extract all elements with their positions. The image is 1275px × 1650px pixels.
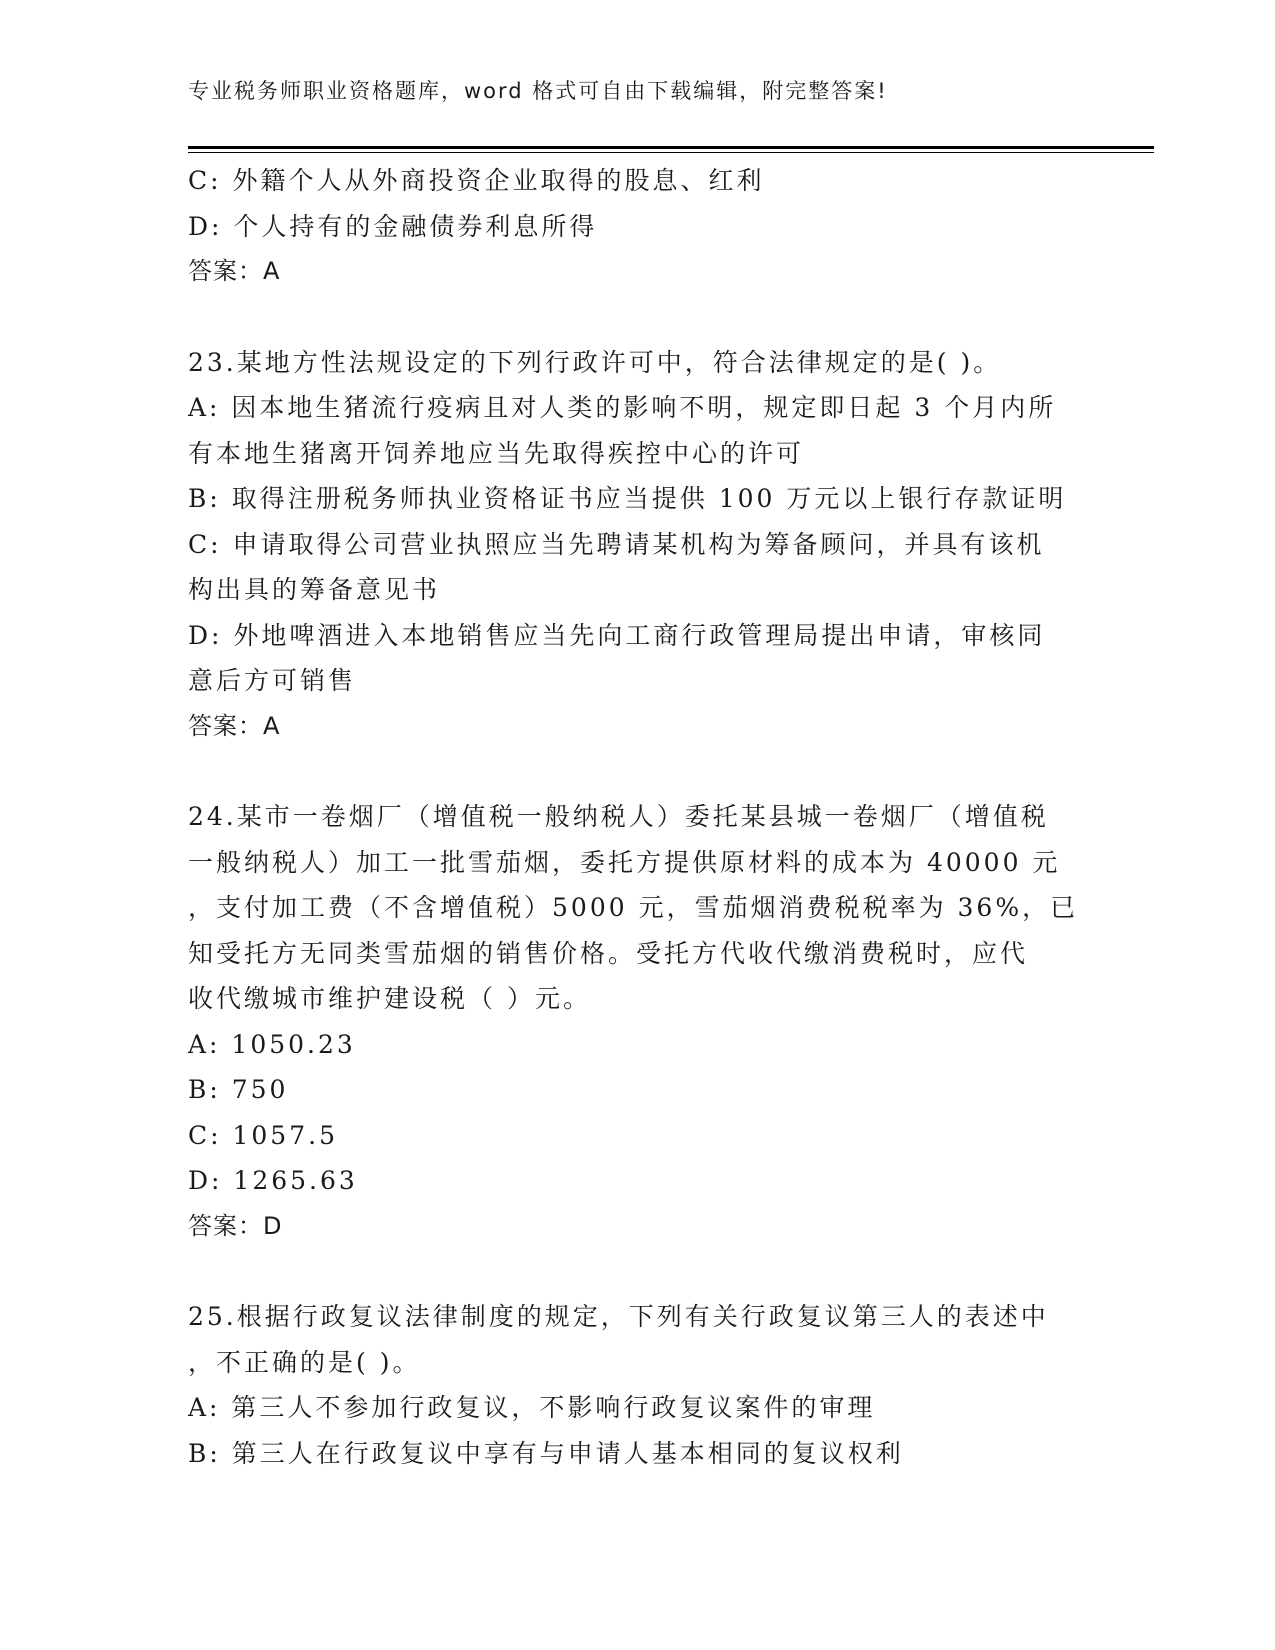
option-b: B: 取得注册税务师执业资格证书应当提供 100 万元以上银行存款证明 bbox=[188, 484, 1067, 513]
option-c: C: 1057.5 bbox=[188, 1120, 338, 1150]
spacer bbox=[188, 295, 1068, 340]
header-rule-thin bbox=[188, 152, 1154, 153]
question-23 bbox=[188, 340, 1068, 750]
question-stem-line-1: 24.某市一卷烟厂（增值税一般纳税人）委托某县城一卷烟厂（增值税 bbox=[188, 802, 1049, 831]
spacer bbox=[188, 1249, 1068, 1294]
spacer bbox=[188, 749, 1068, 794]
answer: 答案：A bbox=[188, 711, 281, 740]
question-25 bbox=[188, 1294, 1068, 1476]
option-c-line-2: 构出具的筹备意见书 bbox=[188, 575, 441, 604]
question-stem-line-3: ，支付加工费（不含增值税）5000 元，雪茄烟消费税税率为 36%，已 bbox=[188, 893, 1079, 922]
question-24 bbox=[188, 794, 1079, 1249]
option-a-line-1: A: 因本地生猪流行疫病且对人类的影响不明，规定即日起 3 个月内所 bbox=[188, 393, 1057, 422]
question-stem-line-2: ，不正确的是( )。 bbox=[188, 1347, 421, 1377]
option-a-line-2: 有本地生猪离开饲养地应当先取得疾控中心的许可 bbox=[188, 438, 805, 468]
option-d-line-2: 意后方可销售 bbox=[188, 666, 357, 695]
question-stem-line-5: 收代缴城市维护建设税（ ）元。 bbox=[188, 984, 591, 1013]
option-a: A: 1050.23 bbox=[188, 1029, 356, 1059]
question-stem: 23.某地方性法规设定的下列行政许可中，符合法律规定的是( )。 bbox=[188, 347, 1002, 377]
option-b: B: 750 bbox=[188, 1075, 289, 1104]
document-body bbox=[188, 158, 1079, 1476]
question-stem-line-1: 25.根据行政复议法律制度的规定，下列有关行政复议第三人的表述中 bbox=[188, 1302, 1049, 1331]
question-stem-line-2: 一般纳税人）加工一批雪茄烟，委托方提供原材料的成本为 40000 元 bbox=[188, 847, 1061, 877]
option-d: D: 1265.63 bbox=[188, 1166, 358, 1195]
previous-question-tail bbox=[188, 158, 1068, 295]
option-b: B: 第三人在行政复议中享有与申请人基本相同的复议权利 bbox=[188, 1438, 904, 1468]
option-c: C: 外籍个人从外商投资企业取得的股息、红利 bbox=[188, 166, 765, 195]
answer: 答案：A bbox=[188, 257, 281, 285]
header-note: 专业税务师职业资格题库，word 格式可自由下载编辑，附完整答案! bbox=[188, 79, 888, 103]
option-a: A: 第三人不参加行政复议，不影响行政复议案件的审理 bbox=[188, 1393, 876, 1422]
question-stem-line-4: 知受托方无同类雪茄烟的销售价格。受托方代收代缴消费税时，应代 bbox=[188, 938, 1029, 968]
answer: 答案：D bbox=[188, 1211, 283, 1240]
option-d: D: 个人持有的金融债券利息所得 bbox=[188, 211, 598, 241]
option-d-line-1: D: 外地啤酒进入本地销售应当先向工商行政管理局提出申请，审核同 bbox=[188, 620, 1046, 650]
option-c-line-1: C: 申请取得公司营业执照应当先聘请某机构为筹备顾问，并具有该机 bbox=[188, 529, 1045, 559]
header-rule-thick bbox=[188, 146, 1154, 149]
